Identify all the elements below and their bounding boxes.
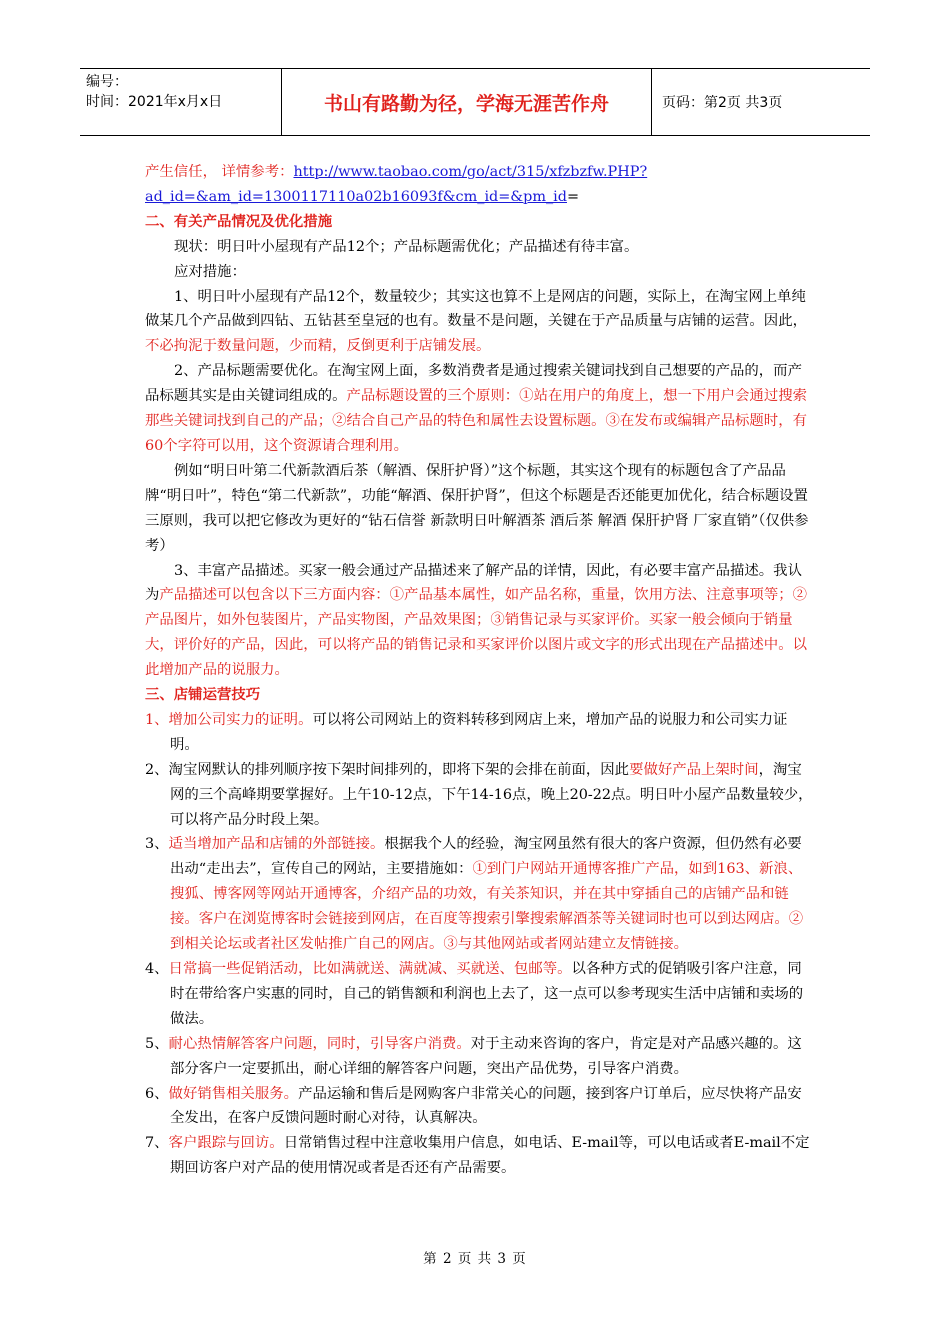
section2-heading: 二、有关产品情况及优化措施 [145,213,333,230]
intro-text: 产生信任， 详情参考： [145,164,294,180]
section2-measures: 应对措施： [174,263,246,280]
tip-item-7: 7、客户跟踪与回访。日常销售过程中注意收集用户信息，如电话、E-mail等，可以电话或者E-mail不定期回访客户对产品的使用情况或者是否还有产品需要。 [145,1135,810,1177]
header-page-info: 页码：第2页 共3页 [662,95,783,111]
code-label: 编号： [86,74,128,90]
reference-link[interactable]: http://www.taobao.com/go/act/315/xfzbzfw.PHP? ad_id=&am_id=1300117110a02b16093f&cm_id=&pm_id [145,164,648,205]
time-label: 时间：2021年x月x日 [86,94,223,110]
header-motto: 书山有路勤为径，学海无涯苦作舟 [282,69,652,135]
header-meta [80,69,282,135]
tip-item-1: 1、增加公司实力的证明。可以将公司网站上的资料转移到网店上来，增加产品的说服力和公司实力证明。 [145,711,788,753]
section2-example: 例如“明日叶第二代新款酒后茶（解酒、保肝护肾）”这个标题，其实这个现有的标题包含了产品品牌“明日叶”，特色“第二代新款”，功能“解酒、保肝护肾”，但这个标题是否还能更加优化，结合标题设置三原则，我可以把它修改为更好的“钻石信誉 新款明日叶解酒茶 酒后茶 解酒 保肝护肾 厂家直销”（仅供参考） [145,462,809,554]
section2-status: 现状：明日叶小屋现有产品12个；产品标题需优化；产品描述有待丰富。 [174,238,639,255]
document-body [145,160,815,1181]
section2-point-2: 2、产品标题需要优化。在淘宝网上面，多数消费者是通过搜索关键词找到自己想要的产品的，而产品标题其实是由关键词组成的。产品标题设置的三个原则：①站在用户的角度上，想一下用户会通过搜索那些关键词找到自己的产品；②结合自己产品的特色和属性去设置标题。③在发布或编辑产品标题时，有60个字符可以用，这个资源请合理利用。 [145,363,807,454]
page-footer: 第 2 页 共 3 页 [423,1251,527,1267]
section2-point-1: 1、明日叶小屋现有产品12个，数量较少；其实这也算不上是网店的问题，实际上，在淘宝网上单纯做某几个产品做到四钻、五钻甚至皇冠的也有。数量不是问题，关键在于产品质量与店铺的运营。因此，不必拘泥于数量问题，少而精，反倒更利于店铺发展。 [145,288,807,355]
tip-item-5: 5、耐心热情解答客户问题，同时，引导客户消费。对于主动来咨询的客户，肯定是对产品感兴趣的。这部分客户一定要抓出，耐心详细的解答客户问题，突出产品优势，引导客户消费。 [145,1035,802,1077]
intro-paragraph [145,160,815,210]
tip-item-4: 4、日常搞一些促销活动，比如满就送、满就减、买就送、包邮等。以各种方式的促销吸引客户注意，同时在带给客户实惠的同时，自己的销售额和利润也上去了，这一点可以参考现实生活中店铺和卖场的做法。 [145,961,804,1027]
page-header [80,68,870,136]
tip-item-2: 2、淘宝网默认的排列顺序按下架时间排列的，即将下架的会排在前面，因此要做好产品上架时间，淘宝网的三个高峰期要掌握好。上午10-12点，下午14-16点，晚上20-22点。明日叶小屋产品数量较少，可以将产品分时段上架。 [145,761,813,828]
tip-item-6: 6、做好销售相关服务。产品运输和售后是网购客户非常关心的问题，接到客户订单后，应尽快将产品安全发出，在客户反馈问题时耐心对待，认真解决。 [145,1085,802,1127]
section2-point-3: 3、丰富产品描述。买家一般会通过产品描述来了解产品的详情，因此，有必要丰富产品描述。我认为产品描述可以包含以下三方面内容：①产品基本属性，如产品名称，重量，饮用方法、注意事项等；②产品图片，如外包装图片，产品实物图，产品效果图；③销售记录与买家评价。买家一般会倾向于销量大，评价好的产品，因此，可以将产品的销售记录和买家评价以图片或文字的形式出现在产品描述中。以此增加产品的说服力。 [145,562,807,679]
section3-heading: 三、店铺运营技巧 [145,687,261,704]
tip-item-3: 3、适当增加产品和店铺的外部链接。根据我个人的经验，淘宝网虽然有很大的客户资源，但仍然有必要出动“走出去”，宣传自己的网站，主要措施如：①到门户网站开通博客推广产品，如到163、新浪、搜狐、博客网等网站开通博客，介绍产品的功效，有关茶知识，并在其中穿插自己的店铺产品和链接。客户在浏览博客时会链接到网店，在百度等搜索引擎搜索解酒茶等关键词时也可以到达网店。②到相关论坛或者社区发帖推广自己的网店。③与其他网站或者网站建立友情链接。 [145,836,804,953]
link-tail: = [567,188,580,205]
